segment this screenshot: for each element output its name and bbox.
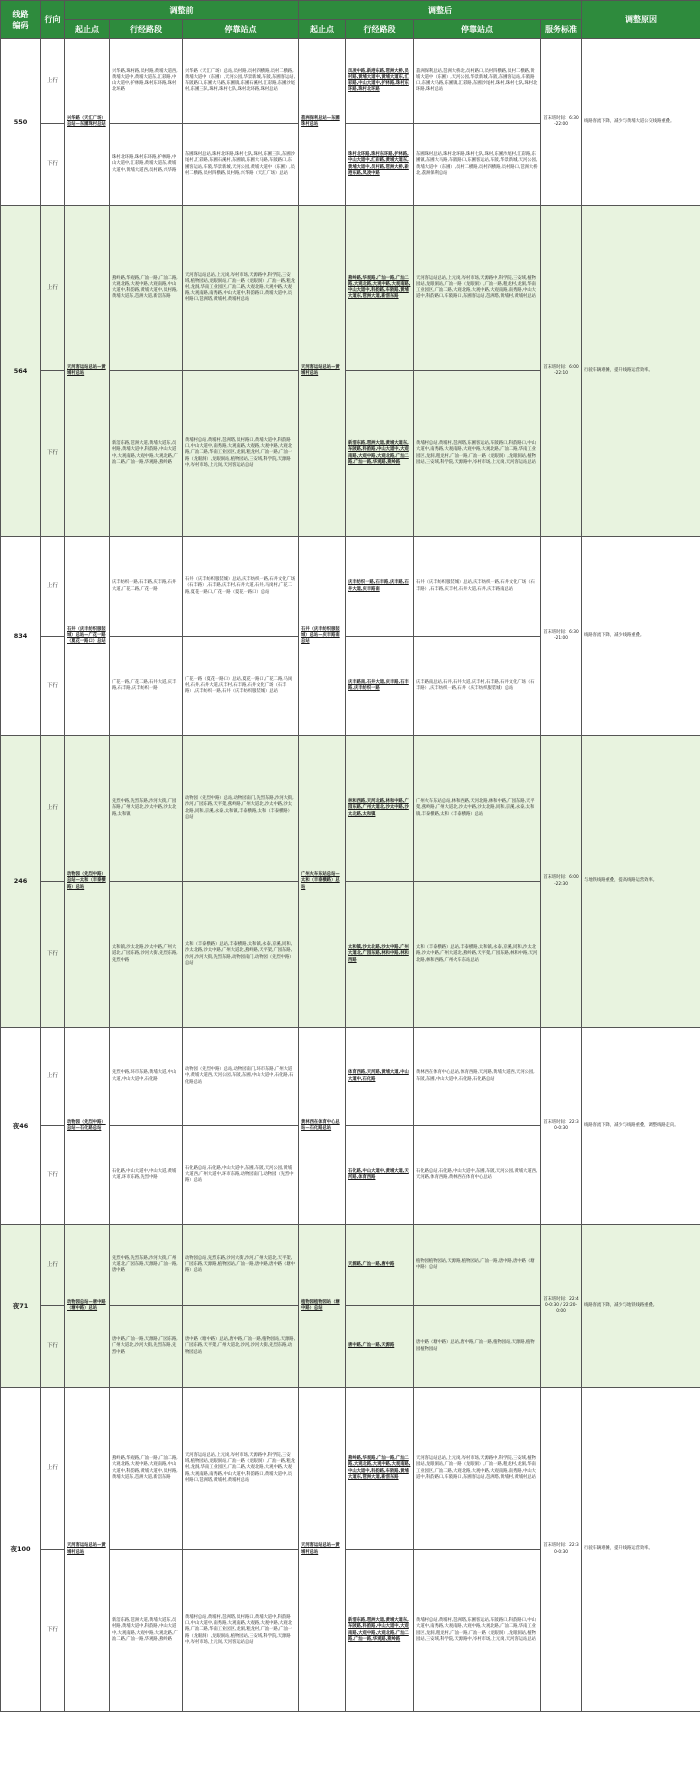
- after-path: 燕岭路,华观路,广汕一路,广汕二路,大观北路,大观中路,大观南路,中山大道中,科韵路,车陂路,黄埔大道东,琶洲大道,新滘东路: [346, 1388, 414, 1550]
- before-stops: 黄埔村总站,黄埔村,琶洲塔,员村路口,黄埔大道中,科韵路口,中山大道中,南秀路,大观南路,大观路,大观中路,大观北路,广汕二路,华南工业园区,龙洞,粗龙村,广汕一路,广汕一路（龙眼洞）,龙眼洞站,植物园站,三安域,科学院,天源路中,岑村市场,上元岗,天河客运站总站: [183, 371, 299, 537]
- before-stops: 天河客运站总站,上元岗,岑村市场,天源路中,科学院,三安域,植物园站,龙眼洞站,广汕一路（龙眼洞）,广汕一路,粗龙村,龙洞,华南工业园区,广汕二路,大观北路,大观中路,大观路,大观南路,南秀路,中山大道中,科韵路口,黄埔大道中,员村路口,琶洲塔,黄埔村,黄埔村总站: [183, 206, 299, 371]
- adjust-reason: 行驶车辆难摊，提升线路运营效率。: [582, 1388, 700, 1712]
- service-standard: 首末班时间：22:40-0:30 / 22:20-0:00: [541, 1225, 582, 1388]
- after-stops: 天河客运站总站,上元岗,岑村市场,天源路中,科学院,三安域,植物园站,龙眼洞站,广汕一路（龙眼洞）,广汕一路,粗龙村,龙洞,华南工业园区,广汕二路,大观北路,大观中路,大观南路,南秀路,中山大道中,科韵路口,车陂路口,东圃客运站,琶洲塔,黄埔村,黄埔村总站: [414, 206, 541, 371]
- header-before: 调整前: [65, 1, 299, 20]
- after-path: 天源路,广汕一路,唐中路: [346, 1225, 414, 1306]
- after-path: 唐中路,广汕一路,天源路: [346, 1306, 414, 1388]
- before-terminals: 动物园（先烈中路）总站—石化路总站: [65, 1028, 110, 1225]
- after-stops: 庆丰路南总站,石井,石井大道,庆丰村,石丰路,石井文化广场（石丰路）,庆丰纺织一路,石井（庆丰纺织服装城）总站: [414, 637, 541, 736]
- table-row: [1, 39, 700, 124]
- direction-cell: 上行: [41, 1028, 65, 1126]
- before-path: 庆丰纺织一路,石丰路,庆丰路,石井大道,广花二路,广花一路: [110, 537, 183, 637]
- adjust-reason: 行驶车辆难摊，提升线路运营效率。: [582, 206, 700, 537]
- after-path: 凤凌中路,新港东路,琶洲大桥,员村路,黄埔大道中,黄埔大道东,汇彩路,中山大道中,护林路,珠村东环路,珠村北环路: [346, 39, 414, 124]
- after-stops: 黄埔村总站,黄埔村,琶洲塔,东圃客运站,车陂路口,科韵路口,中山大道中,南秀路,大观南路,大观中路,大观北路,广汕二路,华南工业园区,龙洞,粗龙村,广汕一路,广汕一路（龙眼洞）,龙眼洞站,植物园站,三安域,科学院,天源路中,岑村市场,上元岗,天河客运站总站: [414, 371, 541, 537]
- table-row: [1, 1388, 700, 1550]
- header-before-stops: 停靠站点: [183, 20, 299, 39]
- before-stops: 太和（丰泰横路）总站,丰泰横路,太和镇,永泰,京溪,同和,沙太北路,沙太中路,广州大道北,燕岭路,天平架,广园东路,沙河,沙河大街,先烈东路,动物园南门,动物园（先烈中路）总站: [183, 882, 299, 1028]
- direction-cell: 上行: [41, 736, 65, 882]
- direction-cell: 下行: [41, 371, 65, 537]
- table-body: [1, 39, 700, 1712]
- before-stops: 动物园总站,先烈东路,沙河大街,沙河,广州大道北,天平架,广园东路,天源路,植物园站,广汕一路,唐中路,唐中路（塘中路）总站: [183, 1225, 299, 1306]
- direction-cell: 下行: [41, 124, 65, 206]
- direction-cell: 下行: [41, 1126, 65, 1225]
- before-path: 先烈中路,环市东路,黄埔大道,中山大道,中山大道中,石化路: [110, 1028, 183, 1126]
- header-route-code: 线路 编码: [1, 1, 41, 39]
- header-after: 调整后: [299, 1, 582, 20]
- adjust-reason: 线路客流下降，减少与黄埔大道公交线路重叠。: [582, 39, 700, 206]
- after-stops: 黄林西在体育中心总站,体育西路,天河路,黄埔大道西,天河公园,车陂,东圃,中山大道中,石化路,石化路总站: [414, 1028, 541, 1126]
- header-after-path: 行经路段: [346, 20, 414, 39]
- direction-cell: 下行: [41, 1306, 65, 1388]
- table-row: [1, 537, 700, 637]
- adjust-reason: 线路客流下降，减少与地铁线路重叠。: [582, 1225, 700, 1388]
- after-stops: 植物园植物园站,天源路,植物园站,广汕一路,唐中路,唐中路（塘中路）总站: [414, 1225, 541, 1306]
- adjust-reason: 线路客流下降，减少与线路重叠，调整线路走向。: [582, 1028, 700, 1225]
- service-standard: 首末班时间：22:30-0:30: [541, 1388, 582, 1712]
- route-code: 246: [1, 736, 41, 1028]
- service-standard: 首末班时间：6:00-22:10: [541, 206, 582, 537]
- after-stops: 广州火车东站总站,林和西路,天河北路,林和中路,广园东路,天平架,燕岭路,广州大道北,沙太中路,沙太北路,同和,京溪,永泰,太和镇,丰泰横路,太和（丰泰横路）总站: [414, 736, 541, 882]
- route-code: 夜100: [1, 1388, 41, 1712]
- after-terminals: 石井（庆丰纺织服装城）总站—庆丰路南总站: [299, 537, 346, 736]
- direction-cell: 下行: [41, 882, 65, 1028]
- after-path: 林和西路,天河北路,林和中路,广园东路,广州大道北,沙太中路,沙太北路,太和镇: [346, 736, 414, 882]
- after-stops: 石化路总站,石化路,中山大道中,东圃,车陂,天河公园,黄埔大道西,天河路,体育西路,黄林西在体育中心总站: [414, 1126, 541, 1225]
- before-path: 先烈中路,先烈东路,沙河大街,广州大道北,广园东路,天源路,广汕一路,唐中路: [110, 1225, 183, 1306]
- before-terminals: 动物园总站—唐中路（塘中路）总站: [65, 1225, 110, 1388]
- after-terminals: 广州火车东站总站—太和（丰泰横路）总站: [299, 736, 346, 1028]
- before-path: 先烈中路,先烈东路,沙河大街,广园东路,广州大道北,沙太中路,沙太北路,太和镇: [110, 736, 183, 882]
- header-before-terminals: 起止点: [65, 20, 110, 39]
- after-stops: 唐中路（塘中路）总站,唐中路,广汕一路,植物园站,天源路,植物园植物园站: [414, 1306, 541, 1388]
- table-row: [1, 1225, 700, 1306]
- service-standard: 首末班时间：6:00-22:30: [541, 736, 582, 1028]
- header-direction: 行向: [41, 1, 65, 39]
- after-path: 体育西路,天河路,黄埔大道,中山大道中,石化路: [346, 1028, 414, 1126]
- route-code: 夜71: [1, 1225, 41, 1388]
- before-path: 广花一路,广花二路,石井大道,庆丰路,石丰路,庆丰纺织一路: [110, 637, 183, 736]
- before-path: 燕岭路,华观路,广汕一路,广汕二路,大观北路,大观中路,大观南路,中山大道中,科韵路,黄埔大道中,员村路,黄埔大道东,琶洲大道,新滘东路: [110, 206, 183, 371]
- after-path: 燕岭路,华观路,广汕一路,广汕二路,大观北路,大观中路,大观南路,中山大道中,科韵路,车陂路,黄埔大道东,琶洲大道,新滘东路: [346, 206, 414, 371]
- route-code: 564: [1, 206, 41, 537]
- route-code: 夜46: [1, 1028, 41, 1225]
- header-reason: 调整原因: [582, 1, 700, 39]
- before-stops: 天河客运站总站,上元岗,岑村市场,天源路中,科学院,三安域,植物园站,龙眼洞站,广汕一路（龙眼洞）,广汕一路,粗龙村,龙洞,华南工业园区,广汕二路,大观北路,大观中路,大观路,大观南路,南秀路,中山大道中,科韵路口,黄埔大道中,员村路口,琶洲塔,黄埔村,黄埔村总站: [183, 1388, 299, 1550]
- direction-cell: 上行: [41, 206, 65, 371]
- after-stops: 石井（庆丰纺织服装城）总站,庆丰纺织一路,石井文化广场（石丰路）,石丰路,庆丰村,石井大道,石井,庆丰路南总站: [414, 537, 541, 637]
- after-terminals: 天河客运站总站—黄埔村总站: [299, 206, 346, 537]
- after-terminals: 荔洲保利总站—东圃珠村总站: [299, 39, 346, 206]
- before-terminals: 动物园（先烈中路）总站—太和（丰泰横路）总站: [65, 736, 110, 1028]
- direction-cell: 上行: [41, 1388, 65, 1550]
- before-terminals: 天河客运站总站—黄埔村总站: [65, 206, 110, 537]
- before-path: 唐中路,广汕一路,天源路,广园东路,广州大道北,沙河大街,先烈东路,先烈中路: [110, 1306, 183, 1388]
- direction-cell: 上行: [41, 39, 65, 124]
- route-code: 550: [1, 39, 41, 206]
- route-code: 834: [1, 537, 41, 736]
- before-stops: 东圃珠村总站,珠村北环路,珠村七队,珠村,东圃三队,东圃沙尾村,汇彩路,东圃石溪村,东圃镇,东圃大马路,车陂路口,东圃客运站,车陂,华景新城,天河公园,黄埔大道中（东圃）,员村二横路,员村四横路,员村路,兴华路（天汇广场）总站: [183, 124, 299, 206]
- before-path: 石化路,中山大道中,中山大道,黄埔大道,环市东路,先烈中路: [110, 1126, 183, 1225]
- after-path: 新滘东路,琶洲大道,黄埔大道东,车陂路,科韵路,中山大道中,大观南路,大观中路,大观北路,广汕二路,广汕一路,华观路,燕岭路: [346, 1550, 414, 1712]
- before-stops: 石井（庆丰纺织服装城）总站,庆丰纺织一路,石井文化广场（石丰路）,石丰路,庆丰村,石井大道,石井,马岗村,广花二路,夏花一路口,广花一路（夏花一路口）总站: [183, 537, 299, 637]
- after-path: 太和镇,沙太北路,沙太中路,广州大道北,广园东路,林和中路,林和西路: [346, 882, 414, 1028]
- header-after-terminals: 起止点: [299, 20, 346, 39]
- before-path: 新滘东路,琶洲大道,黄埔大道东,员村路,黄埔大道中,科韵路,中山大道中,大观南路,大观中路,大观北路,广汕二路,广汕一路,华观路,燕岭路: [110, 371, 183, 537]
- header-service: 服务标准: [541, 20, 582, 39]
- after-terminals: 天河客运站总站—黄埔村总站: [299, 1388, 346, 1712]
- after-path: 石化路,中山大道中,黄埔大道,天河路,体育西路: [346, 1126, 414, 1225]
- after-stops: 荔洲保利总站,琶洲大桥北,员村路口,员村四横路,员村二横路,黄埔大道中（东圃）,天河公园,华景新城,车陂,东圃客运站,车陂路口,东圃大马路,东圃镇,汇彩路,东圃沙尾村,珠村,珠村七队,珠村北环路,珠村总站: [414, 39, 541, 124]
- header-before-path: 行经路段: [110, 20, 183, 39]
- after-path: 庆丰路南,石井大道,庆丰路,石丰路,庆丰纺织一路: [346, 637, 414, 736]
- direction-cell: 上行: [41, 1225, 65, 1306]
- before-terminals: 石井（庆丰纺织服装城）总站—广花一路（夏花一路口）总站: [65, 537, 110, 736]
- header-after-stops: 停靠站点: [414, 20, 541, 39]
- after-stops: 天河客运站总站,上元岗,岑村市场,天源路中,科学院,三安域,植物园站,龙眼洞站,广汕一路（龙眼洞）,广汕一路,粗龙村,龙洞,华南工业园区,广汕二路,大观北路,大观中路,大观南路,南秀路,中山大道中,科韵路口,车陂路口,东圃客运站,琶洲塔,黄埔村,黄埔村总站: [414, 1388, 541, 1550]
- after-path: 珠村北环路,珠村东环路,护林路,中山大道中,汇彩路,黄埔大道东,黄埔大道中,员村路,琶洲大桥,新港东路,凤凌中路: [346, 124, 414, 206]
- before-path: 兴华路,珠村路,员村路,黄埔大道西,黄埔大道中,黄埔大道东,汇彩路,中山大道中,护林路,珠村东环路,珠村北环路: [110, 39, 183, 124]
- after-stops: 东圃珠村总站,珠村北环路,珠村七队,珠村,东圃沙尾村,汇彩路,东圃镇,东圃大马路,车陂路口,东圃客运站,车陂,华景新城,天河公园,黄埔大道中（东圃）,员村二横路,员村四横路,员村路口,琶洲大桥北,荔洲保利总站: [414, 124, 541, 206]
- service-standard: 首末班时间：22:30-0:30: [541, 1028, 582, 1225]
- after-stops: 太和（丰泰横路）总站,丰泰横路,太和镇,永泰,京溪,同和,沙太北路,沙太中路,广州大道北,燕岭路,天平架,广园东路,林和中路,天河北路,林和西路,广州火车东站总站: [414, 882, 541, 1028]
- after-terminals: 黄林西在体育中心总站—石化路总站: [299, 1028, 346, 1225]
- before-stops: 动物园（先烈中路）总站,动物园南门,环市东路,广州大道中,黄埔大道西,天河公园,车陂,东圃,中山大道中,石化路,石化路总站: [183, 1028, 299, 1126]
- direction-cell: 上行: [41, 537, 65, 637]
- before-stops: 唐中路（塘中路）总站,唐中路,广汕一路,植物园站,天源路,广园东路,天平架,广州大道北,沙河,沙河大街,先烈东路,动物园总站: [183, 1306, 299, 1388]
- adjust-reason: 与地铁线路重叠，提高线路运营效率。: [582, 736, 700, 1028]
- after-path: 庆丰纺织一路,石丰路,庆丰路,石井大道,庆丰路南: [346, 537, 414, 637]
- before-stops: 石化路总站,石化路,中山大道中,东圃,车陂,天河公园,黄埔大道西,广州大道中,环市东路,动物园南门,动物园（先烈中路）总站: [183, 1126, 299, 1225]
- table-row: [1, 736, 700, 882]
- after-terminals: 植物园植物园站（塘中路）总站: [299, 1225, 346, 1388]
- after-path: 新滘东路,琶洲大道,黄埔大道东,车陂路,科韵路,中山大道中,大观南路,大观中路,大观北路,广汕二路,广汕一路,华观路,燕岭路: [346, 371, 414, 537]
- before-path: 太和镇,沙太北路,沙太中路,广州大道北,广园东路,沙河大街,先烈东路,先烈中路: [110, 882, 183, 1028]
- table-row: [1, 206, 700, 371]
- before-stops: 兴华路（天汇广场）总站,员村路,员村四横路,员村二横路,黄埔大道中（东圃）,天河公园,华景新城,车陂,东圃客运站,车陂路口,东圃大马路,东圃镇,东圃石溪村,汇彩路,东圃沙尾村,东圃三队,珠村,珠村七队,珠村北环路,珠村总站: [183, 39, 299, 124]
- before-path: 珠村北环路,珠村东环路,护林路,中山大道中,汇彩路,黄埔大道东,黄埔大道中,黄埔大道西,员村路,兴华路: [110, 124, 183, 206]
- before-path: 燕岭路,华观路,广汕一路,广汕二路,大观北路,大观中路,大观南路,中山大道中,科韵路,黄埔大道中,员村路,黄埔大道东,琶洲大道,新滘东路: [110, 1388, 183, 1550]
- service-standard: 首末班时间：6:30-22:00: [541, 39, 582, 206]
- table-header: [1, 1, 700, 39]
- direction-cell: 下行: [41, 637, 65, 736]
- before-stops: 广花一路（夏花一路口）总站,夏花一路口,广花二路,马岗村,石井,石井大道,庆丰村,石丰路,石井文化广场（石丰路）,庆丰纺织一路,石井（庆丰纺织服装城）总站: [183, 637, 299, 736]
- before-path: 新滘东路,琶洲大道,黄埔大道东,员村路,黄埔大道中,科韵路,中山大道中,大观南路,大观中路,大观北路,广汕二路,广汕一路,华观路,燕岭路: [110, 1550, 183, 1712]
- direction-cell: 下行: [41, 1550, 65, 1712]
- table-row: [1, 1028, 700, 1126]
- before-terminals: 兴华路（天汇广场）总站—东圃珠村总站: [65, 39, 110, 206]
- before-stops: 动物园（先烈中路）总站,动物园南门,先烈东路,沙河大街,沙河,广园东路,天平架,燕岭路,广州大道北,沙太中路,沙太北路,同和,京溪,永泰,太和镇,丰泰横路,太和（丰泰横路）总站: [183, 736, 299, 882]
- after-stops: 黄埔村总站,黄埔村,琶洲塔,东圃客运站,车陂路口,科韵路口,中山大道中,南秀路,大观南路,大观中路,大观北路,广汕二路,华南工业园区,龙洞,粗龙村,广汕一路,广汕一路（龙眼洞）,龙眼洞站,植物园站,三安域,科学院,天源路中,岑村市场,上元岗,天河客运站总站: [414, 1550, 541, 1712]
- service-standard: 首末班时间：6:30-21:00: [541, 537, 582, 736]
- adjust-reason: 线路客流下降，减少线路重叠。: [582, 537, 700, 736]
- before-terminals: 天河客运站总站—黄埔村总站: [65, 1388, 110, 1712]
- before-stops: 黄埔村总站,黄埔村,琶洲塔,员村路口,黄埔大道中,科韵路口,中山大道中,南秀路,大观南路,大观路,大观中路,大观北路,广汕二路,华南工业园区,龙洞,粗龙村,广汕一路,广汕一路（龙眼洞）,龙眼洞站,植物园站,三安域,科学院,天源路中,岑村市场,上元岗,天河客运站总站: [183, 1550, 299, 1712]
